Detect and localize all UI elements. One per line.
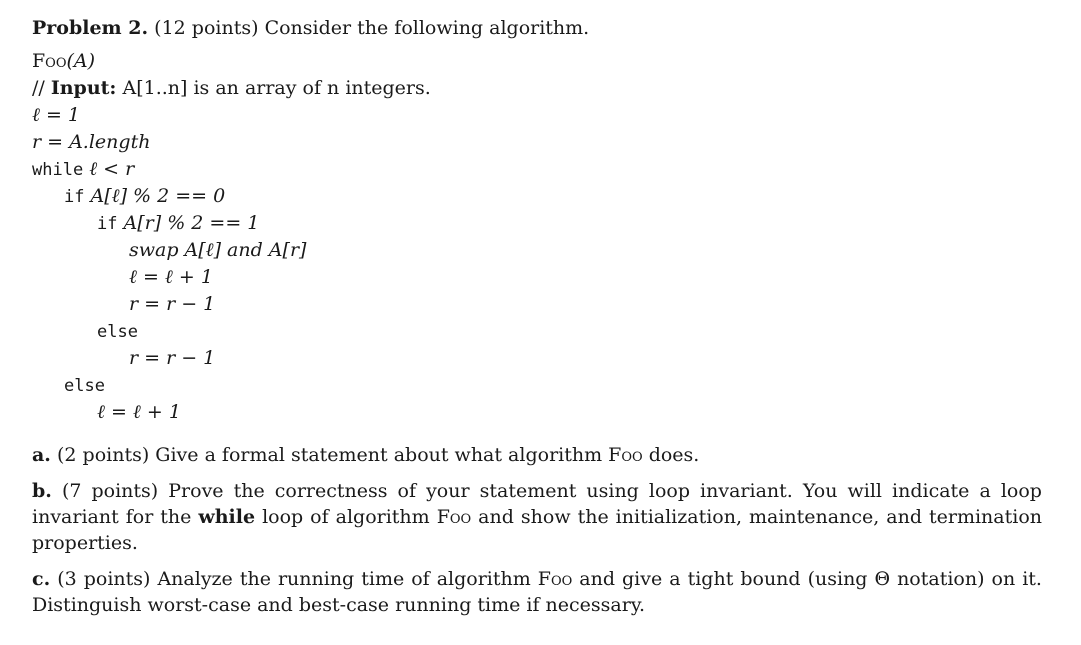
code-keyword: if	[64, 187, 85, 207]
code-line	[32, 291, 1042, 318]
question-text: and show the initialization, maintenance, and termination properties.	[32, 506, 1042, 554]
algorithm-name-ref: Foo	[608, 444, 643, 466]
code-text: r = A.length	[32, 131, 151, 153]
code-line	[32, 372, 1042, 399]
code-text: ℓ = ℓ + 1	[97, 401, 181, 423]
code-line	[32, 183, 1042, 210]
question-label: c.	[32, 568, 51, 590]
code-text: ℓ < r	[83, 158, 135, 180]
input-text: A[1..n] is an array of n integers.	[116, 77, 431, 99]
question-label: b.	[32, 480, 52, 502]
algorithm-block	[32, 48, 1042, 426]
code-text: A[ℓ] % 2 == 0	[84, 185, 226, 207]
code-keyword: else	[64, 376, 105, 396]
question-b	[32, 478, 1042, 556]
question-text: and give a tight bound (using Θ notation) on it. Distinguish worst-case and best-case running time if necessary.	[32, 568, 1042, 616]
question-points: (7 points)	[61, 480, 159, 502]
problem-heading	[32, 14, 1042, 42]
code-line	[32, 399, 1042, 426]
algorithm-name-ref: Foo	[537, 568, 573, 590]
code-line	[32, 210, 1042, 237]
question-text: does.	[642, 444, 700, 466]
code-keyword: if	[97, 214, 118, 234]
code-line	[32, 318, 1042, 345]
code-line	[32, 345, 1042, 372]
code-keyword: else	[97, 322, 138, 342]
code-line	[32, 156, 1042, 183]
code-text: ℓ = ℓ + 1	[129, 266, 213, 288]
question-text: Analyze the running time of algorithm	[157, 568, 538, 590]
code-line	[32, 129, 1042, 156]
question-c	[32, 566, 1042, 618]
comment-prefix: //	[32, 77, 51, 99]
algorithm-name-ref: Foo	[436, 506, 472, 528]
problem-document	[32, 14, 1042, 618]
question-text: Prove the correctness of your statement using loop invariant. You will indicate a loop invariant for the	[32, 480, 1042, 528]
question-points: (3 points)	[57, 568, 151, 590]
question-label: a.	[32, 444, 51, 466]
question-a	[32, 442, 1042, 468]
code-text: A[r] % 2 == 1	[117, 212, 260, 234]
code-line	[32, 102, 1042, 129]
algorithm-arg: (A)	[66, 50, 96, 72]
problem-intro: Consider the following algorithm.	[264, 17, 590, 39]
question-points: (2 points)	[56, 444, 150, 466]
input-label: Input:	[50, 77, 117, 99]
algorithm-name: Foo	[32, 50, 67, 72]
question-list	[32, 442, 1042, 618]
question-text: Give a formal statement about what algorithm	[155, 444, 609, 466]
question-text: loop of algorithm	[255, 506, 437, 528]
code-text: r = r − 1	[129, 293, 216, 315]
algorithm-input-comment	[32, 75, 1042, 102]
code-line	[32, 237, 1042, 264]
code-text: ℓ = 1	[32, 104, 81, 126]
algorithm-signature	[32, 48, 1042, 75]
while-keyword-ref: while	[198, 506, 256, 528]
code-keyword: while	[32, 160, 84, 180]
code-text: swap A[ℓ] and A[r]	[129, 239, 307, 261]
code-line	[32, 264, 1042, 291]
algorithm-body	[32, 102, 1042, 426]
problem-label: Problem 2.	[32, 17, 149, 39]
problem-points: (12 points)	[154, 17, 259, 39]
code-text: r = r − 1	[129, 347, 216, 369]
